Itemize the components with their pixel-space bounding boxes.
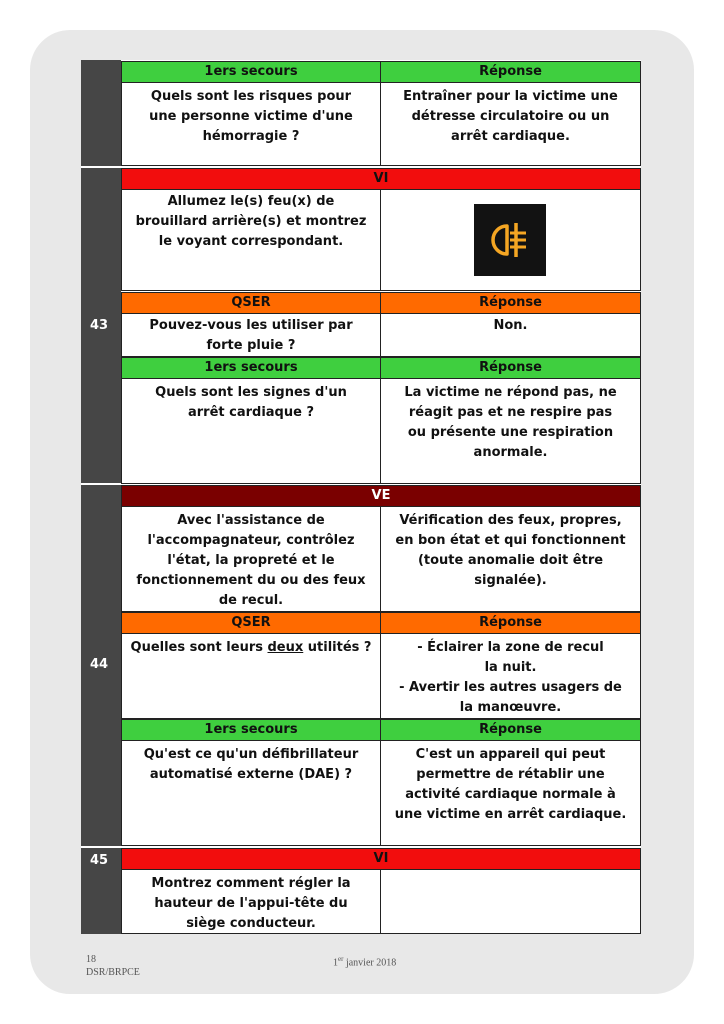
question-number-44: 44 bbox=[90, 657, 109, 672]
secours-question: Qu'est ce qu'un défibrillateur automatisé externe (DAE) ? bbox=[121, 740, 381, 846]
row-divider bbox=[81, 483, 121, 485]
secours-answer: La victime ne répond pas, ne réagit pas et ne respire pas ou présente une respiration anormale. bbox=[380, 378, 641, 484]
footer-date-rest: janvier 2018 bbox=[343, 957, 397, 969]
qser-answer bbox=[380, 633, 641, 719]
footer-date bbox=[333, 955, 396, 968]
secours-header: 1ers secours bbox=[121, 357, 381, 379]
rear-fog-light-icon-svg bbox=[474, 204, 546, 276]
qser-response-header: Réponse bbox=[380, 612, 641, 634]
vi-instruction: Montrez comment régler la hauteur de l'appui-tête du siège conducteur. bbox=[121, 869, 381, 934]
row-divider bbox=[81, 846, 121, 848]
ve-answer: Vérification des feux, propres, en bon état et qui fonctionnent (toute anomalie doit être signalée). bbox=[380, 506, 641, 612]
rear-fog-light-icon bbox=[474, 204, 546, 276]
qser-question-text-end: utilités ? bbox=[303, 640, 372, 655]
secours-question: Quels sont les signes d'un arrêt cardiaque ? bbox=[121, 378, 381, 484]
vi-instruction: Allumez le(s) feu(x) de brouillard arrière(s) et montrez le voyant correspondant. bbox=[121, 189, 381, 291]
footer-organization: DSR/BRPCE bbox=[86, 967, 140, 978]
qser-question: Pouvez-vous les utiliser par forte pluie ? bbox=[121, 313, 381, 357]
qser-answer-item-1: - Éclairer la zone de recul la nuit. bbox=[417, 640, 604, 675]
secours-response-header: Réponse bbox=[380, 719, 641, 741]
footer-page-number: 18 bbox=[86, 954, 96, 965]
qser-header: QSER bbox=[121, 612, 381, 634]
qser-header: QSER bbox=[121, 292, 381, 314]
number-column bbox=[81, 60, 121, 934]
ve-header: VE bbox=[121, 485, 641, 507]
vi-header: VI bbox=[121, 848, 641, 870]
qser-question-emphasis: deux bbox=[267, 640, 304, 655]
secours-response-header: Réponse bbox=[380, 357, 641, 379]
secours-header: 1ers secours bbox=[121, 719, 381, 741]
row-divider bbox=[81, 166, 121, 168]
qser-answer-item-2: - Avertir les autres usagers de la manœuvre. bbox=[399, 680, 622, 715]
secours-question: Quels sont les risques pour une personne victime d'une hémorragie ? bbox=[121, 82, 381, 166]
response-header: Réponse bbox=[380, 61, 641, 83]
question-number-43: 43 bbox=[90, 318, 109, 333]
secours-header: 1ers secours bbox=[121, 61, 381, 83]
qser-question bbox=[121, 633, 381, 719]
secours-answer: Entraîner pour la victime une détresse circulatoire ou un arrêt cardiaque. bbox=[380, 82, 641, 166]
qser-question-text: Quelles sont leurs bbox=[130, 640, 268, 655]
secours-answer: C'est un appareil qui peut permettre de rétablir une activité cardiaque normale à une victime en arrêt cardiaque. bbox=[380, 740, 641, 846]
footer-date-suffix: er bbox=[338, 955, 344, 963]
vi-answer-empty bbox=[380, 869, 641, 934]
qser-answer: Non. bbox=[380, 313, 641, 357]
ve-instruction: Avec l'assistance de l'accompagnateur, contrôlez l'état, la propreté et le fonctionnement du ou des feux de recul. bbox=[121, 506, 381, 612]
qser-response-header: Réponse bbox=[380, 292, 641, 314]
footer-date-day: 1 bbox=[333, 957, 338, 969]
vi-header: VI bbox=[121, 168, 641, 190]
question-number-45: 45 bbox=[90, 853, 109, 868]
